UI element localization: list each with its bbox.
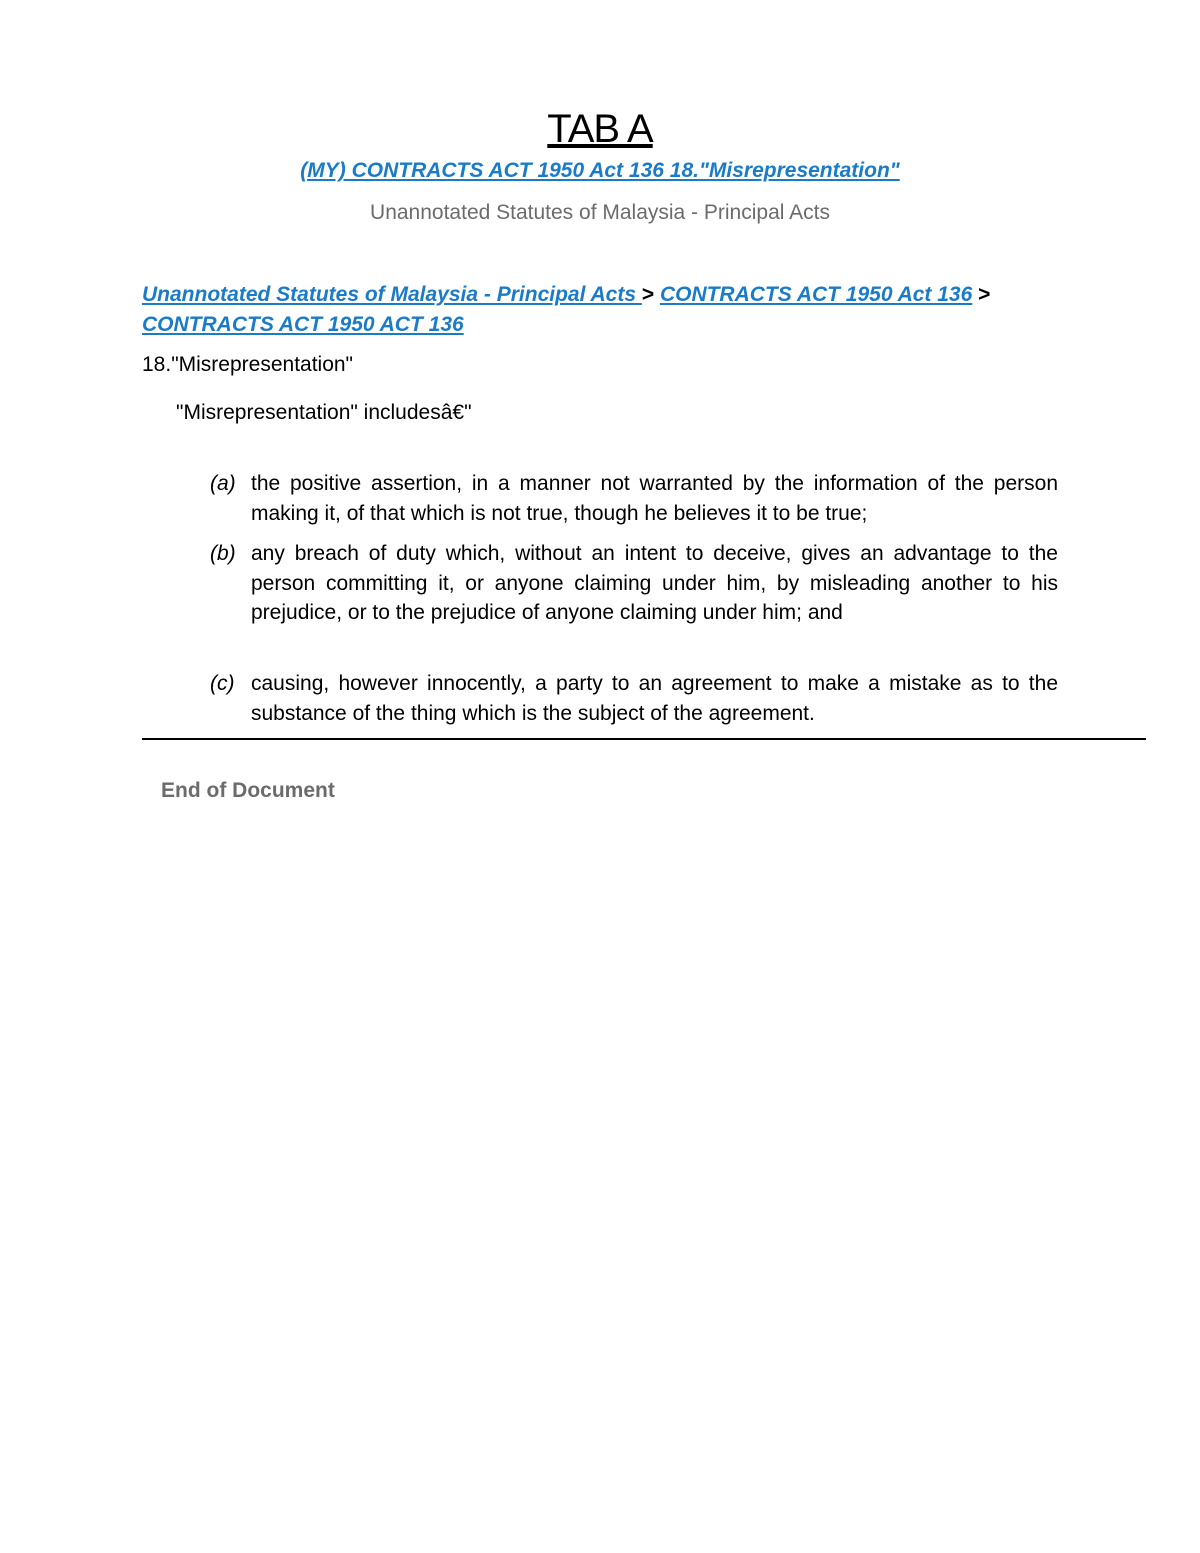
breadcrumb-link-contracts-act-section[interactable]: CONTRACTS ACT 1950 ACT 136 (142, 313, 464, 336)
horizontal-divider (142, 738, 1146, 740)
clause-item (210, 469, 1058, 528)
clause-text: the positive assertion, in a manner not warranted by the information of the person making it, of that which is not true, though he believes it to be true; (251, 472, 1058, 525)
document-source: Unannotated Statutes of Malaysia - Principal Acts (370, 201, 830, 224)
breadcrumb-link-contracts-act[interactable]: CONTRACTS ACT 1950 Act 136 (659, 283, 973, 306)
breadcrumb (142, 280, 1122, 340)
tab-title: TAB A (547, 107, 653, 151)
clause-label: (b) (210, 542, 236, 565)
clause-text: causing, however innocently, a party to an agreement to make a mistake as to the substance of the thing which is the subject of the agreement. (251, 672, 1058, 725)
section-intro: "Misrepresentation" includesâ€" (176, 401, 472, 424)
clause-item (210, 669, 1058, 728)
clause-item (210, 539, 1058, 628)
breadcrumb-separator: > (641, 283, 655, 306)
breadcrumb-link-statutes[interactable]: Unannotated Statutes of Malaysia - Principal Acts (142, 283, 642, 306)
clause-text: any breach of duty which, without an intent to deceive, gives an advantage to the person committing it, or anyone claiming under him, by misleading another to his prejudice, or to the prejudice of anyone claiming under him; and (251, 542, 1058, 624)
breadcrumb-separator: > (978, 283, 991, 306)
clause-label: (a) (210, 472, 236, 495)
document-title-link[interactable]: (MY) CONTRACTS ACT 1950 Act 136 18."Misrepresentation" (300, 159, 900, 182)
end-of-document-label: End of Document (161, 779, 335, 802)
section-heading: 18."Misrepresentation" (142, 353, 354, 376)
clause-label: (c) (210, 672, 235, 695)
